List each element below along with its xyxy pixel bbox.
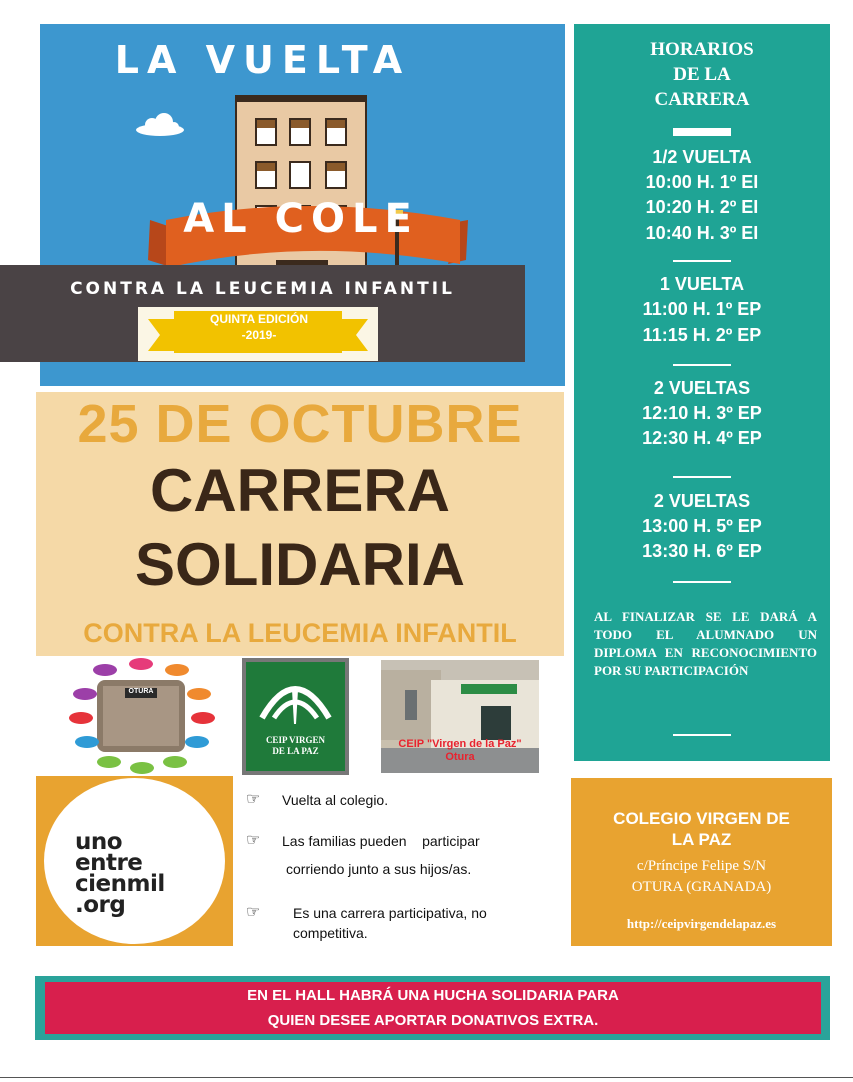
bullet-text: Las familias pueden participar (282, 833, 480, 849)
schedule-time: 10:20 H. 2º EI (645, 197, 759, 217)
schedule-group-label: 2 VUELTAS (653, 491, 751, 511)
schedule-group-label: 1/2 VUELTA (652, 147, 752, 167)
photo-caption-line1: CEIP "Virgen de la Paz" (398, 738, 522, 750)
photo-caption-line2: Otura (445, 751, 475, 763)
cloud-icon (136, 113, 184, 136)
partner-line: cienmil (75, 871, 165, 897)
school-photo-caption (381, 738, 539, 764)
school-address-line1: c/Príncipe Felipe S/N (636, 858, 767, 874)
pointing-hand-icon: ☞ (246, 832, 261, 849)
schedule-time: 10:00 H. 1º EI (645, 172, 759, 192)
partner-line: entre (75, 850, 143, 876)
school-website-link[interactable]: http://ceipvirgendelapaz.es (626, 916, 777, 931)
schedule-divider (673, 581, 731, 583)
ceip-logo-line2: DE LA PAZ (272, 746, 319, 756)
schedule-divider (673, 476, 731, 478)
schedule-heading-3: CARRERA (654, 89, 750, 110)
bullet-text: competitiva. (293, 925, 368, 941)
school-photo (381, 660, 539, 773)
schedule-divider (673, 734, 731, 736)
schedule-divider-bar (673, 128, 731, 136)
event-date: 25 DE OCTUBRE (77, 394, 523, 454)
schedule-time: 13:30 H. 6º EP (642, 541, 762, 561)
hero-title: LA VUELTA (114, 38, 411, 82)
junta-andalucia-icon (252, 668, 339, 730)
partner-line: uno (75, 829, 123, 855)
community-map-label: OTURA (128, 688, 154, 695)
bullet-text: Vuelta al colegio. (282, 792, 389, 808)
ceip-logo-line1: CEIP VIRGEN (265, 735, 326, 745)
event-title-line2: SOLIDARIA (135, 531, 465, 598)
school-name-line2: LA PAZ (671, 830, 732, 849)
schedule-group-label: 1 VUELTA (659, 274, 745, 294)
partner-line: .org (75, 892, 126, 918)
pointing-hand-icon: ☞ (246, 791, 261, 808)
donation-banner-line1: EN EL HALL HABRÁ UNA HUCHA SOLIDARIA PARA (247, 987, 619, 1004)
schedule-time: 11:00 H. 1º EP (642, 299, 762, 319)
schedule-time: 12:30 H. 4º EP (642, 428, 762, 448)
bullet-text: corriendo junto a sus hijos/as. (286, 861, 472, 877)
edition-label: QUINTA EDICIÓN (210, 312, 308, 326)
edition-text (174, 311, 344, 343)
donation-banner-line2: QUIEN DESEE APORTAR DONATIVOS EXTRA. (267, 1012, 599, 1029)
schedule-note: AL FINALIZAR SE LE DARÁ A TODO EL ALUMNADO UN DIPLOMA EN RECONOCIMIENTO POR SU PARTICIPACIÓN (594, 609, 817, 678)
school-name-line1: COLEGIO VIRGEN DE (613, 809, 790, 828)
community-map-logo (67, 656, 215, 774)
event-title-line1: CARRERA (150, 457, 450, 524)
schedule-time: 13:00 H. 5º EP (642, 516, 762, 536)
event-cause: CONTRA LA LEUCEMIA INFANTIL (83, 618, 517, 648)
pointing-hand-icon: ☞ (246, 904, 261, 921)
footer-rule (0, 1077, 853, 1078)
schedule-group-label: 2 VUELTAS (653, 378, 751, 398)
school-name (571, 808, 832, 850)
schedule-divider (673, 364, 731, 366)
ceip-logo-text (246, 735, 345, 757)
schedule-heading-2: DE LA (673, 64, 731, 85)
schedule-time: 11:15 H. 2º EP (642, 325, 762, 345)
schedule-heading-1: HORARIOS (650, 39, 754, 60)
schedule-divider (673, 260, 731, 262)
schedule-time: 12:10 H. 3º EP (642, 403, 762, 423)
bullet-text: Es una carrera participativa, no (293, 905, 487, 921)
partner-logo-text (75, 829, 165, 918)
schedule-time: 10:40 H. 3º EI (645, 223, 759, 243)
school-address (571, 856, 832, 898)
hero-subtitle: CONTRA LA LEUCEMIA INFANTIL (70, 279, 455, 299)
school-address-line2: OTURA (GRANADA) (631, 879, 772, 895)
school-building-icon (236, 96, 366, 290)
hero-banner-text: AL COLE (183, 196, 419, 242)
edition-year: -2019- (241, 328, 277, 342)
